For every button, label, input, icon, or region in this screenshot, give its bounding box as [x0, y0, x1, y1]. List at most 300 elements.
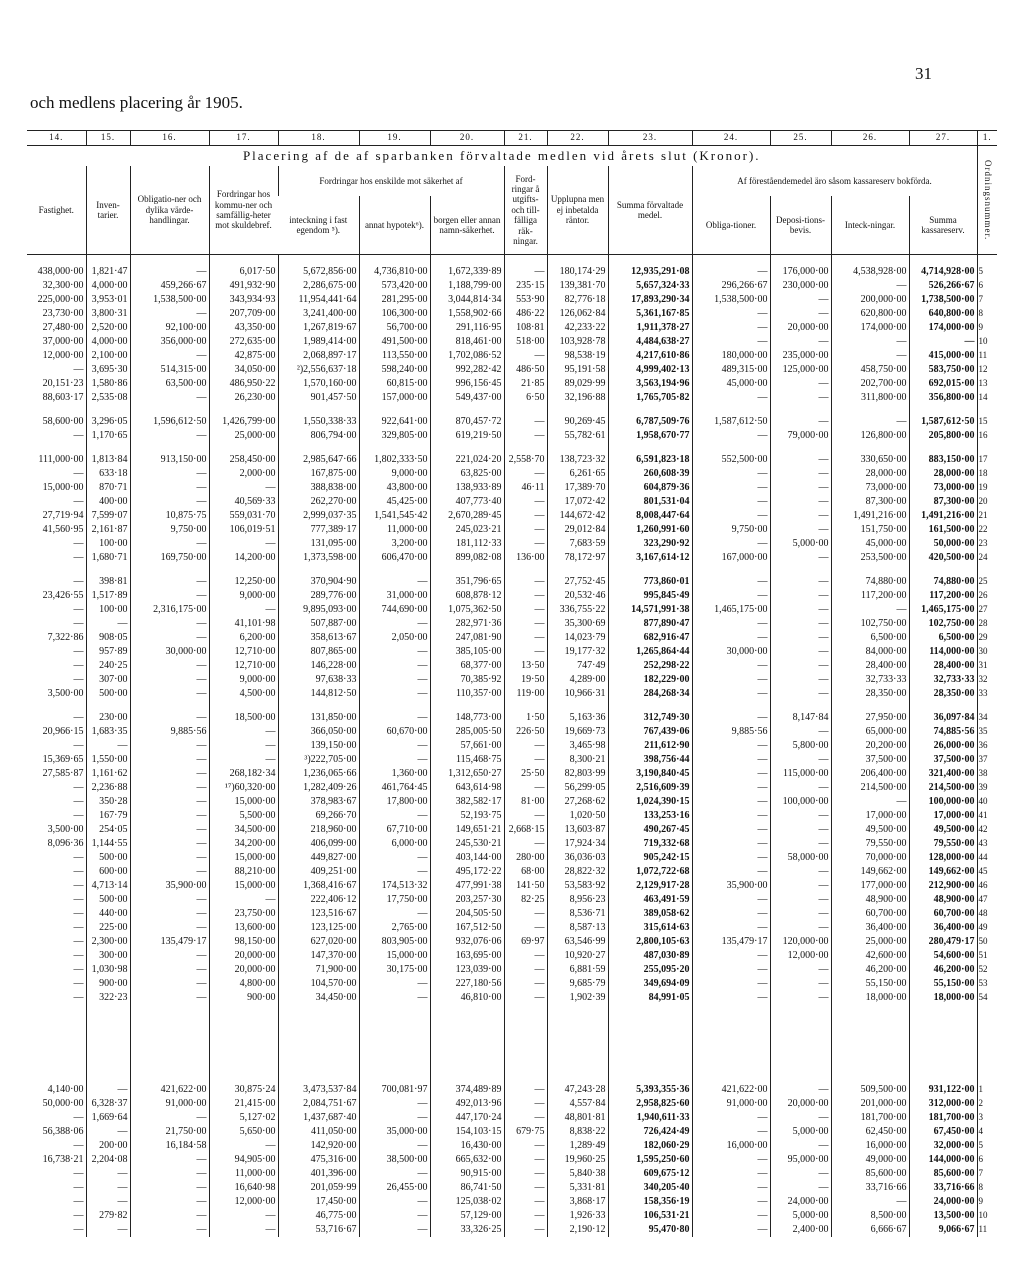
- table-cell: 12,000·00: [209, 1195, 278, 1209]
- table-cell: —: [130, 753, 209, 767]
- table-cell: —: [770, 335, 831, 349]
- table-cell: —: [209, 1223, 278, 1237]
- table-cell: 1,260,991·60: [608, 523, 692, 537]
- table-cell: 98,538·19: [547, 349, 608, 363]
- table-cell: 272,635·00: [209, 335, 278, 349]
- table-cell: 82,776·18: [547, 293, 608, 307]
- page-number: 31: [915, 64, 932, 83]
- spacer-cell: [27, 701, 86, 711]
- table-cell: 268,182·34: [209, 767, 278, 781]
- table-cell: 5,800·00: [770, 739, 831, 753]
- table-cell: —: [692, 537, 770, 551]
- row-number: 19: [977, 481, 997, 495]
- table-cell: —: [770, 781, 831, 795]
- table-cell: 6,500·00: [909, 631, 977, 645]
- table-cell: 1,426,799·00: [209, 415, 278, 429]
- table-cell: 16,184·58: [130, 1139, 209, 1153]
- table-cell: 388,838·00: [278, 481, 359, 495]
- table-cell: 62,450·00: [831, 1125, 909, 1139]
- table-cell: —: [359, 711, 430, 725]
- header-summa-medel: Summa förvaltade medel.: [608, 166, 692, 255]
- table-cell: 5,331·81: [547, 1181, 608, 1195]
- table-cell: 98,150·00: [209, 935, 278, 949]
- row-number: 8: [977, 1181, 997, 1195]
- table-cell: 3,473,537·84: [278, 1083, 359, 1097]
- table-cell: 56,700·00: [359, 321, 430, 335]
- table-cell: 900·00: [209, 991, 278, 1005]
- spacer-cell: [608, 701, 692, 711]
- table-cell: 207,709·00: [209, 307, 278, 321]
- table-cell: 91,000·00: [130, 1097, 209, 1111]
- table-cell: 340,205·40: [608, 1181, 692, 1195]
- table-cell: —: [130, 589, 209, 603]
- table-cell: —: [692, 617, 770, 631]
- table-cell: 282,971·36: [430, 617, 504, 631]
- table-cell: 34,500·00: [209, 823, 278, 837]
- table-cell: 54,600·00: [909, 949, 977, 963]
- table-cell: 2,050·00: [359, 631, 430, 645]
- table-cell: —: [692, 631, 770, 645]
- table-cell: —: [831, 795, 909, 809]
- table-cell: 5,393,355·36: [608, 1083, 692, 1097]
- table-cell: 4,714,928·00: [909, 265, 977, 279]
- table-cell: 2,068,897·17: [278, 349, 359, 363]
- table-cell: 86,741·50: [430, 1181, 504, 1195]
- spacer-cell: [86, 255, 130, 266]
- table-cell: 225·00: [86, 921, 130, 935]
- table-cell: 46,810·00: [430, 991, 504, 1005]
- table-cell: 1,024,390·15: [608, 795, 692, 809]
- ordningsnummer-label: Ordningsnummer.: [982, 159, 993, 241]
- table-cell: 205,800·00: [909, 429, 977, 443]
- table-cell: —: [73, 551, 84, 563]
- table-cell: 777,389·17: [278, 523, 359, 537]
- table-cell: —: [692, 1181, 770, 1195]
- table-cell: 458,750·00: [831, 363, 909, 377]
- table-row: [27, 1181, 997, 1195]
- table-cell: 203,257·30: [430, 893, 504, 907]
- table-cell: —: [86, 739, 130, 753]
- table-cell: 406,099·00: [278, 837, 359, 851]
- table-cell: 6,666·67: [831, 1223, 909, 1237]
- table-cell: 4,538,928·00: [831, 265, 909, 279]
- spacer-cell: [831, 701, 909, 711]
- table-cell: —: [770, 523, 831, 537]
- table-cell: 34,450·00: [278, 991, 359, 1005]
- table-cell: —: [73, 809, 84, 821]
- table-cell: 117,200·00: [831, 589, 909, 603]
- table-cell: 254·05: [86, 823, 130, 837]
- table-cell: —: [86, 617, 130, 631]
- table-cell: 1,491,216·00: [909, 509, 977, 523]
- table-cell: 1,030·98: [86, 963, 130, 977]
- group-spacer: [27, 701, 997, 711]
- table-cell: 28,000·00: [909, 467, 977, 481]
- table-cell: 311,800·00: [831, 391, 909, 405]
- spacer-cell: [504, 443, 547, 453]
- table-cell: —: [504, 1195, 547, 1209]
- table-cell: 2,516,609·39: [608, 781, 692, 795]
- table-cell: 1,989,414·00: [278, 335, 359, 349]
- col-number: 24.: [692, 131, 770, 146]
- table-cell: —: [130, 265, 209, 279]
- row-number: 34: [977, 711, 997, 725]
- table-cell: 20,000·00: [770, 321, 831, 335]
- table-cell: 16,000·00: [692, 1139, 770, 1153]
- table-row: [27, 1195, 997, 1209]
- table-row: [27, 293, 997, 307]
- table-cell: 79,550·00: [909, 837, 977, 851]
- table-cell: —: [130, 1195, 209, 1209]
- table-cell: 14,023·79: [547, 631, 608, 645]
- row-number: 40: [977, 795, 997, 809]
- table-cell: 202,700·00: [831, 377, 909, 391]
- table-cell: 8,500·00: [831, 1209, 909, 1223]
- table-cell: 665,632·00: [430, 1153, 504, 1167]
- table-cell: 2,985,647·66: [278, 453, 359, 467]
- table-cell: 36,400·00: [831, 921, 909, 935]
- table-cell: —: [86, 1083, 130, 1097]
- table-cell: 6,261·65: [547, 467, 608, 481]
- table-cell: 50,000·00: [909, 537, 977, 551]
- table-cell: 204,505·50: [430, 907, 504, 921]
- table-cell: 5,657,324·33: [608, 279, 692, 293]
- spacer-cell: [831, 1005, 909, 1083]
- row-number: 49: [977, 921, 997, 935]
- table-cell: —: [770, 575, 831, 589]
- table-cell: 230,000·00: [770, 279, 831, 293]
- table-cell: 3,868·17: [547, 1195, 608, 1209]
- table-cell: 3,044,814·34: [430, 293, 504, 307]
- row-number: 31: [977, 659, 997, 673]
- row-number: 39: [977, 781, 997, 795]
- table-cell: 49,500·00: [909, 823, 977, 837]
- table-cell: 167,512·50: [430, 921, 504, 935]
- table-cell: 206,400·00: [831, 767, 909, 781]
- table-cell: —: [770, 865, 831, 879]
- table-cell: —: [692, 921, 770, 935]
- table-cell: 88,210·00: [209, 865, 278, 879]
- table-cell: 609,675·12: [608, 1167, 692, 1181]
- table-cell: —: [692, 495, 770, 509]
- table-cell: 56,388·06: [42, 1125, 84, 1137]
- table-cell: 9,000·00: [209, 589, 278, 603]
- spacer-cell: [278, 405, 359, 415]
- table-cell: —: [209, 753, 278, 767]
- table-row: [27, 509, 997, 523]
- table-cell: 55,150·00: [831, 977, 909, 991]
- table-cell: 726,424·49: [608, 1125, 692, 1139]
- table-cell: 201,059·99: [278, 1181, 359, 1195]
- table-cell: 356,800·00: [909, 391, 977, 405]
- table-cell: —: [73, 711, 84, 723]
- table-cell: 8,147·84: [770, 711, 831, 725]
- table-cell: 70,385·92: [430, 673, 504, 687]
- table-cell: 382,582·17: [430, 795, 504, 809]
- spacer-cell: [909, 443, 977, 453]
- table-cell: 212,900·00: [909, 879, 977, 893]
- spacer-cell: [547, 405, 608, 415]
- table-cell: 142,920·00: [278, 1139, 359, 1153]
- table-cell: —: [770, 823, 831, 837]
- table-cell: 1,580·86: [86, 377, 130, 391]
- table-cell: —: [73, 603, 84, 615]
- table-cell: 8,536·71: [547, 907, 608, 921]
- table-cell: 461,764·45: [359, 781, 430, 795]
- table-cell: 1,144·55: [86, 837, 130, 851]
- table-row: [27, 851, 997, 865]
- table-cell: 491,500·00: [359, 335, 430, 349]
- table-row: [27, 523, 997, 537]
- table-cell: 15,000·00: [359, 949, 430, 963]
- table-cell: —: [73, 879, 84, 891]
- table-row: [27, 429, 997, 443]
- table-cell: 57,661·00: [430, 739, 504, 753]
- table-cell: 932,076·06: [430, 935, 504, 949]
- table-cell: 73,000·00: [909, 481, 977, 495]
- table-cell: 370,904·90: [278, 575, 359, 589]
- table-cell: 806,794·00: [278, 429, 359, 443]
- table-cell: 123,039·00: [430, 963, 504, 977]
- table-cell: —: [130, 739, 209, 753]
- table-cell: —: [359, 575, 430, 589]
- table-cell: —: [504, 949, 547, 963]
- table-cell: —: [692, 823, 770, 837]
- table-cell: 74,880·00: [831, 575, 909, 589]
- table-cell: 280,479·17: [909, 935, 977, 949]
- table-cell: 37,000·00: [42, 335, 84, 347]
- table-row: [27, 907, 997, 921]
- table-cell: 30,175·00: [359, 963, 430, 977]
- table-cell: 507,887·00: [278, 617, 359, 631]
- table-cell: 6,000·00: [359, 837, 430, 851]
- spacer-cell: [359, 565, 430, 575]
- table-cell: 126,062·84: [547, 307, 608, 321]
- table-cell: 773,860·01: [608, 575, 692, 589]
- table-cell: 94,905·00: [209, 1153, 278, 1167]
- table-row: [27, 1083, 997, 1097]
- table-cell: —: [692, 963, 770, 977]
- table-cell: 89,029·99: [547, 377, 608, 391]
- table-cell: 9,750·00: [130, 523, 209, 537]
- table-cell: 2,400·00: [770, 1223, 831, 1237]
- table-row: [27, 963, 997, 977]
- table-cell: 68·00: [504, 865, 547, 879]
- spacer-cell: [692, 701, 770, 711]
- table-cell: 177,000·00: [831, 879, 909, 893]
- table-cell: 487,030·89: [608, 949, 692, 963]
- table-row: [27, 767, 997, 781]
- table-cell: 161,500·00: [909, 523, 977, 537]
- table-cell: 486·50: [504, 363, 547, 377]
- table-cell: 18,000·00: [831, 991, 909, 1005]
- table-cell: 49,000·00: [831, 1153, 909, 1167]
- table-cell: 128,000·00: [909, 851, 977, 865]
- table-cell: 491,932·90: [209, 279, 278, 293]
- table-cell: 1,958,670·77: [608, 429, 692, 443]
- table-cell: —: [73, 921, 84, 933]
- table-cell: 3,695·30: [86, 363, 130, 377]
- table-cell: 36,097·84: [909, 711, 977, 725]
- table-cell: 495,172·22: [430, 865, 504, 879]
- table-cell: 5,672,856·00: [278, 265, 359, 279]
- table-cell: 18,500·00: [209, 711, 278, 725]
- table-cell: 619,219·50: [430, 429, 504, 443]
- table-cell: —: [770, 725, 831, 739]
- table-cell: 500·00: [86, 687, 130, 701]
- table-cell: 108·81: [504, 321, 547, 335]
- table-cell: 182,229·00: [608, 673, 692, 687]
- table-cell: 643,614·98: [430, 781, 504, 795]
- table-cell: 459,266·67: [130, 279, 209, 293]
- table-row: [27, 1139, 997, 1153]
- table-cell: 9,000·00: [359, 467, 430, 481]
- table-cell: 486·22: [504, 307, 547, 321]
- table-cell: 803,905·00: [359, 935, 430, 949]
- table-cell: 1,312,650·27: [430, 767, 504, 781]
- table-cell: 285,005·50: [430, 725, 504, 739]
- table-banner: Placering af de af sparbanken förvaltade medlen vid årets slut (Kronor).: [242, 148, 761, 164]
- table-cell: —: [504, 1097, 547, 1111]
- row-number: 43: [977, 837, 997, 851]
- table-cell: 901,457·50: [278, 391, 359, 405]
- table-cell: 21·85: [504, 377, 547, 391]
- table-cell: 167,875·00: [278, 467, 359, 481]
- table-row: [27, 1153, 997, 1167]
- table-cell: 138,723·32: [547, 453, 608, 467]
- table-row: [27, 865, 997, 879]
- header-fastighet: Fastighet.: [27, 166, 86, 255]
- table-cell: 20,200·00: [831, 739, 909, 753]
- table-cell: —: [73, 363, 84, 375]
- table-cell: 34,200·00: [209, 837, 278, 851]
- table-cell: 141·50: [504, 879, 547, 893]
- row-number: 12: [977, 363, 997, 377]
- table-cell: —: [130, 307, 209, 321]
- table-cell: —: [770, 673, 831, 687]
- table-cell: 169,750·00: [130, 551, 209, 565]
- table-cell: 68,377·00: [430, 659, 504, 673]
- table-cell: ³)222,705·00: [278, 753, 359, 767]
- spacer-cell: [504, 255, 547, 266]
- table-row: [27, 753, 997, 767]
- table-cell: —: [504, 495, 547, 509]
- table-cell: 113,550·00: [359, 349, 430, 363]
- header-summa-kassareserv: Summa kassareserv.: [909, 196, 977, 255]
- table-cell: 24,000·00: [909, 1195, 977, 1209]
- row-number: 6: [977, 279, 997, 293]
- table-cell: 9,885·56: [130, 725, 209, 739]
- table-cell: —: [692, 893, 770, 907]
- column-number-row: [27, 131, 997, 146]
- table-cell: 17,450·00: [278, 1195, 359, 1209]
- table-cell: 6,200·00: [209, 631, 278, 645]
- table-cell: —: [359, 617, 430, 631]
- table-cell: 744,690·00: [359, 603, 430, 617]
- table-row: [27, 809, 997, 823]
- spacer-cell: [359, 701, 430, 711]
- table-cell: 176,000·00: [770, 265, 831, 279]
- table-cell: 10,875·75: [130, 509, 209, 523]
- row-number: 48: [977, 907, 997, 921]
- table-cell: 180,000·00: [692, 349, 770, 363]
- table-cell: 211,612·90: [608, 739, 692, 753]
- row-number: 44: [977, 851, 997, 865]
- table-cell: —: [130, 1223, 209, 1237]
- table-cell: 20,966·15: [42, 725, 84, 737]
- spacer-cell: [608, 443, 692, 453]
- table-cell: —: [359, 991, 430, 1005]
- table-cell: —: [831, 415, 909, 429]
- table-cell: 21,750·00: [130, 1125, 209, 1139]
- spacer-cell: [608, 405, 692, 415]
- table-cell: —: [130, 481, 209, 495]
- spacer-cell: [86, 405, 130, 415]
- table-cell: 679·75: [504, 1125, 547, 1139]
- table-cell: 123,125·00: [278, 921, 359, 935]
- table-cell: —: [359, 809, 430, 823]
- table-row: [27, 307, 997, 321]
- row-number: 52: [977, 963, 997, 977]
- spacer-cell: [977, 405, 997, 415]
- col-number: 23.: [608, 131, 692, 146]
- table-cell: —: [692, 949, 770, 963]
- row-number: 47: [977, 893, 997, 907]
- table-cell: 908·05: [86, 631, 130, 645]
- spacer-cell: [430, 565, 504, 575]
- table-cell: 883,150·00: [909, 453, 977, 467]
- table-cell: 801,531·04: [608, 495, 692, 509]
- header-inventarier: Inven-tarier.: [86, 166, 130, 255]
- table-cell: —: [504, 589, 547, 603]
- table-cell: 11,954,441·64: [278, 293, 359, 307]
- table-cell: —: [130, 921, 209, 935]
- table-cell: —: [770, 1083, 831, 1097]
- table-cell: 4,000·00: [86, 279, 130, 293]
- table-cell: —: [73, 935, 84, 947]
- table-cell: 27,268·62: [547, 795, 608, 809]
- header-borgen: borgen eller annan namn-säkerhet.: [430, 196, 504, 255]
- table-cell: 50,000·00: [42, 1097, 84, 1109]
- table-cell: 58,600·00: [42, 415, 84, 427]
- table-cell: 247,081·90: [430, 631, 504, 645]
- table-cell: 9,885·56: [692, 725, 770, 739]
- table-cell: 41,560·95: [42, 523, 84, 535]
- table-cell: 119·00: [504, 687, 547, 701]
- header-fordringar-utgifts: Ford-ringar å utgifts- och till-fälliga räk-ningar.: [504, 166, 547, 255]
- table-cell: —: [770, 631, 831, 645]
- table-cell: —: [692, 335, 770, 349]
- spacer-cell: [130, 255, 209, 266]
- table-cell: 82,803·99: [547, 767, 608, 781]
- table-cell: 115,000·00: [770, 767, 831, 781]
- table-cell: 19,177·32: [547, 645, 608, 659]
- table-cell: 553·90: [504, 293, 547, 307]
- table-cell: 174,513·32: [359, 879, 430, 893]
- table-cell: 438,000·00: [37, 265, 84, 277]
- table-cell: 27,480·00: [42, 321, 84, 333]
- spacer-cell: [278, 255, 359, 266]
- table-cell: 1,550,338·33: [278, 415, 359, 429]
- table-row: [27, 335, 997, 349]
- table-cell: 19·50: [504, 673, 547, 687]
- table-cell: 1,236,065·66: [278, 767, 359, 781]
- table-row: [27, 481, 997, 495]
- table-cell: —: [504, 603, 547, 617]
- table-cell: 67,450·00: [909, 1125, 977, 1139]
- table-cell: 19,960·25: [547, 1153, 608, 1167]
- table-cell: 23,750·00: [209, 907, 278, 921]
